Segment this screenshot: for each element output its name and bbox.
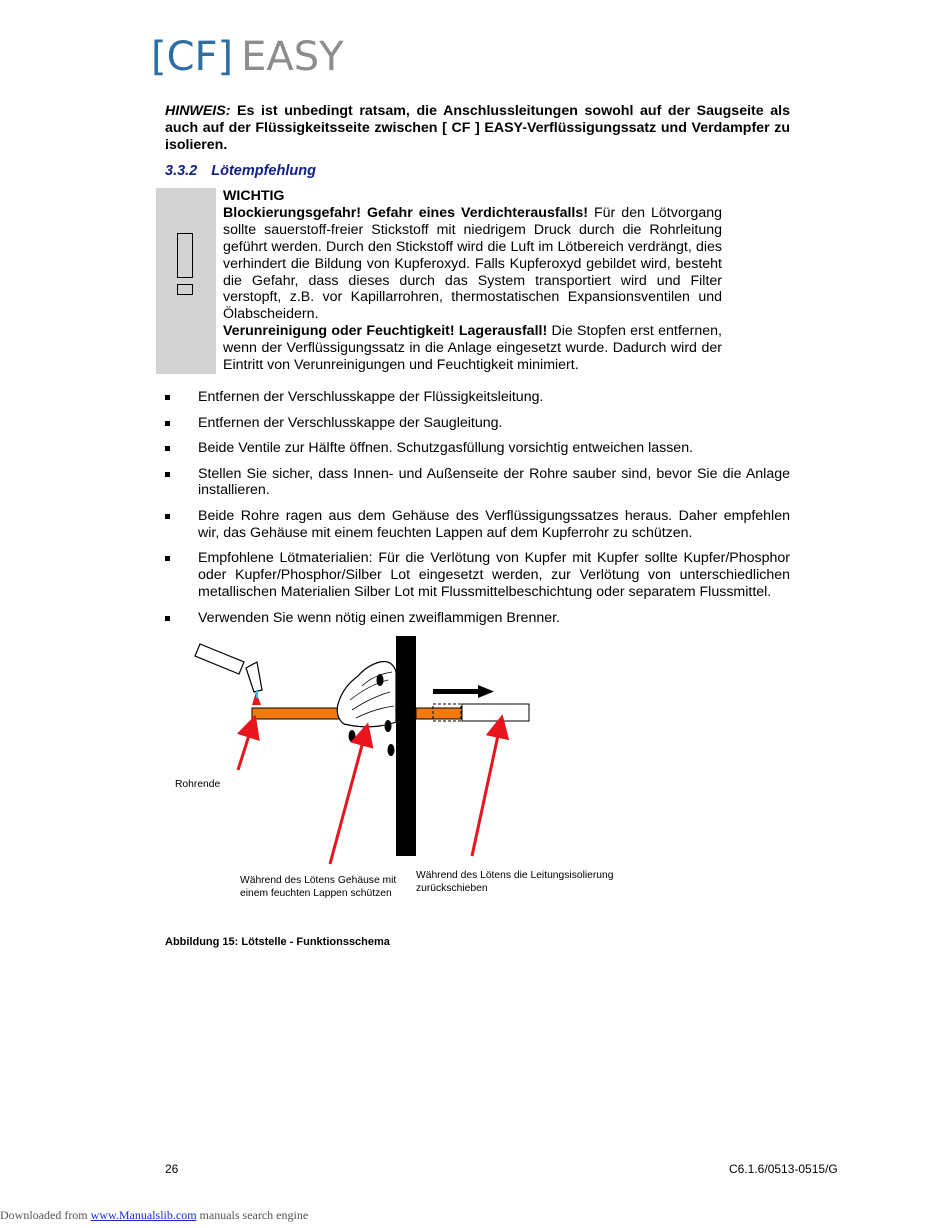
label-gehaeuse-line2: einem feuchten Lappen schützen	[240, 887, 392, 899]
pipe-insulation	[462, 704, 529, 721]
warning-p1-bold: Blockierungsgefahr! Gefahr eines Verdichterausfalls!	[223, 204, 588, 221]
notice-text: Es ist unbedingt ratsam, die Anschlussleitungen sowohl auf der Saugseite als auch auf der Flüssigkeitsseite zwischen [ CF ] EASY-Verflüssigungssatz und Verdampfer zu isolieren.	[165, 103, 790, 153]
arrow-gehaeuse	[330, 734, 365, 864]
section-number: 3.3.2	[165, 163, 198, 179]
arrow-rohrende	[238, 726, 252, 770]
list-item-text: Stellen Sie sicher, dass Innen- und Außenseite der Rohre sauber sind, bevor Sie die Anlage installieren.	[198, 465, 790, 499]
label-isolierung-line2: zurückschieben	[416, 882, 488, 894]
push-back-arrow	[433, 685, 494, 698]
copper-pipe-right	[416, 708, 464, 719]
flame-icon	[252, 690, 261, 705]
wet-rag-icon	[337, 661, 396, 726]
warning-p2-text: Die Stopfen erst entfernen, wenn der Verflüssigungssatz in die Anlage eingesetzt wurde. Dadurch wird der Eintritt von Verunreinigungen und Feuchtigkeit minimiert.	[223, 323, 722, 374]
housing-wall	[396, 636, 416, 856]
list-item-text: Entfernen der Verschlusskappe der Saugleitung.	[198, 414, 503, 431]
figure-caption: Abbildung 15: Lötstelle - Funktionsschema	[165, 936, 390, 948]
download-notice	[0, 1208, 308, 1223]
list-item-text: Verwenden Sie wenn nötig einen zweiflammigen Brenner.	[198, 609, 561, 626]
label-gehaeuse-line1: Während des Lötens Gehäuse mit	[240, 875, 397, 886]
logo-cf: [CF]	[151, 34, 234, 80]
download-suffix: manuals search engine	[196, 1208, 309, 1222]
torch-icon	[195, 644, 262, 692]
page-number: 26	[165, 1162, 179, 1176]
warning-heading: WICHTIG	[223, 188, 285, 204]
section-title: Lötempfehlung	[211, 163, 316, 179]
label-isolierung-line1: Während des Lötens die Leitungsisolierung	[416, 870, 614, 881]
logo-easy: EASY	[241, 34, 344, 80]
list-item-text: Beide Ventile zur Hälfte öffnen. Schutzgasfüllung vorsichtig entweichen lassen.	[198, 440, 694, 456]
document-code: C6.1.6/0513-0515/G	[729, 1162, 838, 1176]
notice-prefix: HINWEIS:	[165, 103, 231, 119]
download-prefix: Downloaded from	[0, 1208, 91, 1222]
warning-p1-text: Für den Lötvorgang sollte sauerstoff-freier Stickstoff mit niedrigem Druck durch die Rohrleitung geführt werden. Durch den Stickstoff wird die Luft im Lötbereich verdrängt, dies verhindert die Bildung von Kupferoxyd. Falls Kupferoxyd gebildet wird, besteht die Gefahr, dass dieses durch das System transportiert wird und Filter verstopft, z.B. vor Kapillarrohren, thermostatischen Expansionsventilen und Ölabscheidern.	[223, 204, 722, 323]
label-gehaeuse	[240, 875, 396, 900]
label-isolierung	[416, 870, 614, 895]
copper-pipe-left	[252, 708, 340, 719]
list-item-text: Entfernen der Verschlusskappe der Flüssigkeitsleitung.	[198, 389, 544, 405]
arrow-isolierung	[472, 726, 500, 856]
list-item-text: Beide Rohre ragen aus dem Gehäuse des Verflüssigungssatzes heraus. Daher empfehlen wir, das Gehäuse mit einem feuchten Lappen auf dem Kupferrohr zu schützen.	[198, 507, 790, 541]
warning-p2-bold: Verunreinigung oder Feuchtigkeit! Lagerausfall!	[223, 323, 548, 340]
list-item-text: Empfohlene Lötmaterialien: Für die Verlötung von Kupfer mit Kupfer sollte Kupfer/Phosphor oder Kupfer/Phosphor/Silber Lot eingesetzt werden, zur Verlötung von unterschiedlichen metallischen Materialien Silber Lot mit Flussmittelbeschichtung oder separatem Flussmittel.	[198, 550, 790, 601]
manualslib-link[interactable]: www.Manualslib.com	[90, 1208, 197, 1222]
label-rohrende: Rohrende	[175, 779, 221, 790]
